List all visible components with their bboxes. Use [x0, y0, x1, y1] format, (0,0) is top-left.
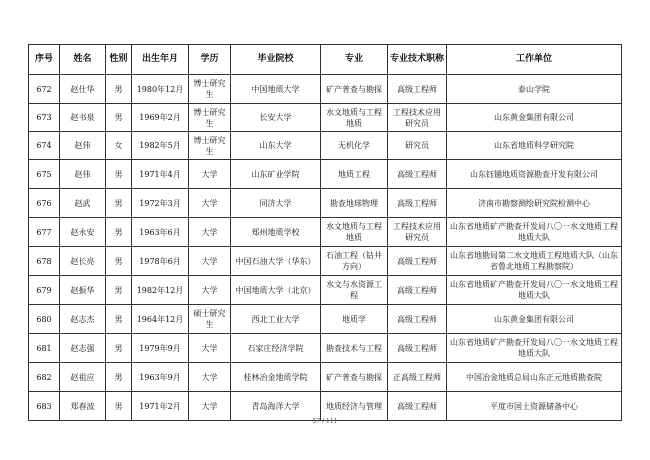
- col-title-cell: 高级工程师: [388, 305, 447, 334]
- col-employer-cell: 平度市国土资源储备中心: [447, 392, 622, 421]
- col-name-header: 姓名: [60, 45, 106, 75]
- table-row: [29, 75, 622, 104]
- col-major-cell: 地质工程: [321, 160, 388, 189]
- col-serial-cell: 680: [29, 305, 60, 334]
- col-title-cell: 高级工程师: [388, 392, 447, 421]
- col-serial-cell: 681: [29, 334, 60, 363]
- col-major-cell: 地质学: [321, 305, 388, 334]
- col-school-cell: 中国地质大学: [231, 75, 321, 104]
- col-education-cell: 大学: [189, 247, 231, 276]
- col-serial-cell: 679: [29, 276, 60, 305]
- col-major-cell: 勘查技术与工程: [321, 334, 388, 363]
- col-birth-cell: 1978年6月: [132, 247, 189, 276]
- col-birth-cell: 1963年6月: [132, 218, 189, 247]
- table-row: [29, 189, 622, 218]
- col-name-cell: 赵祖应: [60, 363, 106, 392]
- col-employer-cell: 泰山学院: [447, 75, 622, 104]
- col-school-cell: 山东大学: [231, 132, 321, 160]
- table-body: [29, 75, 622, 421]
- col-school-cell: 石家庄经济学院: [231, 334, 321, 363]
- col-school-cell: 桂林冶金地质学院: [231, 363, 321, 392]
- col-name-cell: 郑春波: [60, 392, 106, 421]
- col-name-cell: 赵武: [60, 189, 106, 218]
- col-gender-cell: 男: [106, 392, 132, 421]
- col-employer-cell: 山东钰镪地质资源勘查开发有限公司: [447, 160, 622, 189]
- col-gender-cell: 男: [106, 189, 132, 218]
- col-major-cell: 无机化学: [321, 132, 388, 160]
- col-title-cell: 高级工程师: [388, 160, 447, 189]
- col-title-cell: 高级工程师: [388, 189, 447, 218]
- col-name-cell: 赵振华: [60, 276, 106, 305]
- col-name-cell: 赵志强: [60, 334, 106, 363]
- col-employer-cell: 山东黄金集团有限公司: [447, 305, 622, 334]
- col-school-cell: 中国石油大学（华东）: [231, 247, 321, 276]
- col-gender-cell: 男: [106, 247, 132, 276]
- table-row: [29, 247, 622, 276]
- col-name-cell: 赵书泉: [60, 104, 106, 132]
- col-serial-cell: 683: [29, 392, 60, 421]
- col-title-cell: 高级工程师: [388, 334, 447, 363]
- col-employer-header: 工作单位: [447, 45, 622, 75]
- col-birth-cell: 1964年12月: [132, 305, 189, 334]
- col-serial-header: 序号: [29, 45, 60, 75]
- col-birth-cell: 1971年2月: [132, 392, 189, 421]
- col-gender-cell: 男: [106, 305, 132, 334]
- table-row: [29, 132, 622, 160]
- col-serial-cell: 678: [29, 247, 60, 276]
- col-school-cell: 郑州地质学校: [231, 218, 321, 247]
- col-education-cell: 博士研究生: [189, 132, 231, 160]
- col-birth-cell: 1979年9月: [132, 334, 189, 363]
- col-title-cell: 工程技术应用研究员: [388, 104, 447, 132]
- header-row: [29, 45, 622, 75]
- col-gender-cell: 男: [106, 363, 132, 392]
- col-major-cell: 矿产普查与勘探: [321, 363, 388, 392]
- col-education-cell: 大学: [189, 276, 231, 305]
- col-employer-cell: 山东省地质矿产勘查开发局八〇一水文地质工程地质大队: [447, 218, 622, 247]
- col-title-cell: 高级工程师: [388, 276, 447, 305]
- col-education-cell: 大学: [189, 218, 231, 247]
- col-serial-cell: 677: [29, 218, 60, 247]
- page-number: 57 / 111: [312, 418, 338, 425]
- col-birth-cell: 1980年12月: [132, 75, 189, 104]
- table-row: [29, 363, 622, 392]
- col-gender-cell: 男: [106, 75, 132, 104]
- col-title-cell: 高级工程师: [388, 247, 447, 276]
- col-name-cell: 赵仕华: [60, 75, 106, 104]
- col-school-cell: 中国地质大学（北京）: [231, 276, 321, 305]
- table-row: [29, 104, 622, 132]
- col-gender-header: 性别: [106, 45, 132, 75]
- table-row: [29, 218, 622, 247]
- col-serial-cell: 682: [29, 363, 60, 392]
- col-employer-cell: 山东省地质矿产勘查开发局八〇一水文地质工程地质大队: [447, 276, 622, 305]
- col-major-cell: 水文与水资源工程: [321, 276, 388, 305]
- col-birth-cell: 1969年2月: [132, 104, 189, 132]
- col-major-cell: 水文地质与工程地质: [321, 218, 388, 247]
- col-title-cell: 工程技术应用研究员: [388, 218, 447, 247]
- col-birth-cell: 1982年12月: [132, 276, 189, 305]
- col-birth-cell: 1971年4月: [132, 160, 189, 189]
- col-serial-cell: 676: [29, 189, 60, 218]
- col-school-cell: 长安大学: [231, 104, 321, 132]
- table-row: [29, 276, 622, 305]
- col-birth-header: 出生年月: [132, 45, 189, 75]
- col-title-header: 专业技术职称: [388, 45, 447, 75]
- col-major-cell: 地质经济与管理: [321, 392, 388, 421]
- col-education-cell: 博士研究生: [189, 75, 231, 104]
- col-education-cell: 大学: [189, 189, 231, 218]
- col-major-cell: 石油工程（钻井方向）: [321, 247, 388, 276]
- col-major-cell: 水文地质与工程地质: [321, 104, 388, 132]
- table-row: [29, 160, 622, 189]
- col-employer-cell: 中国冶金地质总局山东正元地质勘查院: [447, 363, 622, 392]
- col-school-cell: 西北工业大学: [231, 305, 321, 334]
- col-education-cell: 博士研究生: [189, 104, 231, 132]
- col-employer-cell: 济南市勘察测绘研究院检测中心: [447, 189, 622, 218]
- col-education-cell: 大学: [189, 334, 231, 363]
- col-employer-cell: 山东省地质科学研究院: [447, 132, 622, 160]
- col-serial-cell: 674: [29, 132, 60, 160]
- col-education-cell: 大学: [189, 160, 231, 189]
- col-gender-cell: 男: [106, 334, 132, 363]
- col-school-cell: 青岛海洋大学: [231, 392, 321, 421]
- col-serial-cell: 673: [29, 104, 60, 132]
- table-row: [29, 305, 622, 334]
- col-name-cell: 赵伟: [60, 160, 106, 189]
- col-name-cell: 赵长亮: [60, 247, 106, 276]
- col-name-cell: 赵伟: [60, 132, 106, 160]
- col-title-cell: 正高级工程师: [388, 363, 447, 392]
- col-serial-cell: 672: [29, 75, 60, 104]
- col-birth-cell: 1963年9月: [132, 363, 189, 392]
- col-gender-cell: 女: [106, 132, 132, 160]
- col-gender-cell: 男: [106, 104, 132, 132]
- col-gender-cell: 男: [106, 276, 132, 305]
- col-gender-cell: 男: [106, 160, 132, 189]
- col-major-cell: 勘查地球物理: [321, 189, 388, 218]
- col-serial-cell: 675: [29, 160, 60, 189]
- col-employer-cell: 山东黄金集团有限公司: [447, 104, 622, 132]
- col-education-header: 学历: [189, 45, 231, 75]
- col-major-header: 专业: [321, 45, 388, 75]
- col-employer-cell: 山东省地勘局第二水文地质工程地质大队（山东省鲁北地质工程勘察院）: [447, 247, 622, 276]
- col-education-cell: 大学: [189, 392, 231, 421]
- col-education-cell: 硕士研究生: [189, 305, 231, 334]
- col-education-cell: 大学: [189, 363, 231, 392]
- table-header: [29, 45, 622, 75]
- col-name-cell: 赵志杰: [60, 305, 106, 334]
- personnel-table: [28, 44, 622, 421]
- col-school-cell: 同济大学: [231, 189, 321, 218]
- col-title-cell: 高级工程师: [388, 75, 447, 104]
- col-school-header: 毕业院校: [231, 45, 321, 75]
- col-gender-cell: 男: [106, 218, 132, 247]
- col-school-cell: 山东矿业学院: [231, 160, 321, 189]
- table-row: [29, 392, 622, 421]
- col-major-cell: 矿产普查与勘探: [321, 75, 388, 104]
- table-row: [29, 334, 622, 363]
- col-name-cell: 赵永安: [60, 218, 106, 247]
- col-birth-cell: 1972年3月: [132, 189, 189, 218]
- col-title-cell: 研究员: [388, 132, 447, 160]
- col-employer-cell: 山东省地质矿产勘查开发局八〇一水文地质工程地质大队: [447, 334, 622, 363]
- col-birth-cell: 1982年5月: [132, 132, 189, 160]
